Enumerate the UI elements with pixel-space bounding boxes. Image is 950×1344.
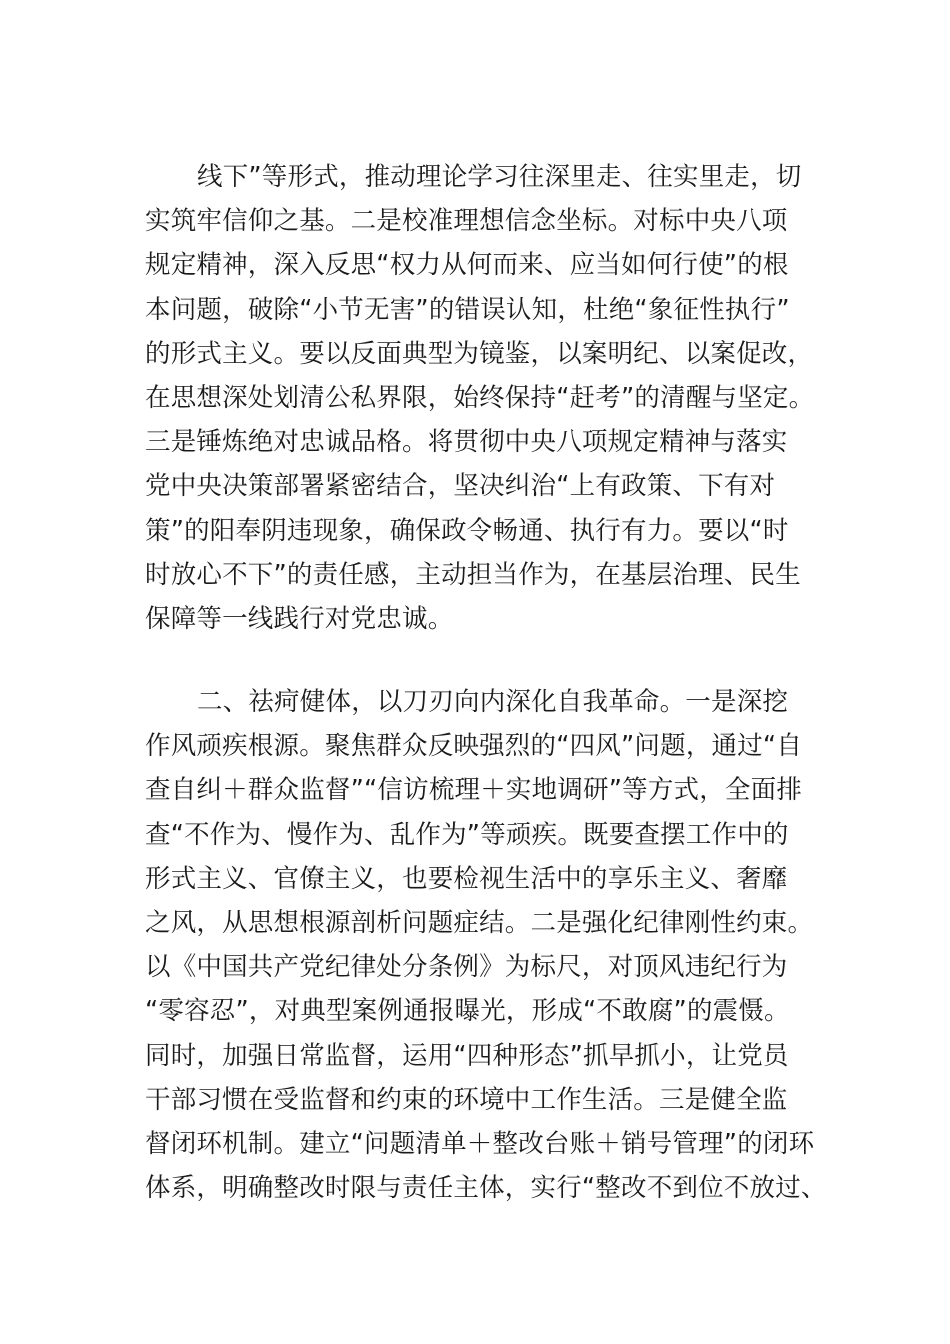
text-line: 同时，加强日常监督，运用“四种形态”抓早抓小，让党员 <box>145 1040 789 1071</box>
paragraph-self-revolution <box>145 680 827 1210</box>
text-line: 督闭环机制。建立“问题清单＋整改台账＋销号管理”的闭环 <box>145 1128 815 1159</box>
text-line: 的形式主义。要以反面典型为镜鉴，以案明纪、以案促改， <box>145 338 814 369</box>
text-line: 在思想深处划清公私界限，始终保持“赶考”的清醒与坚定。 <box>145 382 815 413</box>
text-line: 以《中国共产党纪律处分条例》为标尺，对顶风违纪行为 <box>145 952 788 983</box>
text-line: 时放心不下”的责任感，主动担当作为，在基层治理、民生 <box>145 559 801 590</box>
text-line: 查“不作为、慢作为、乱作为”等顽疾。既要查摆工作中的 <box>145 819 789 850</box>
text-line: 作风顽疾根源。聚焦群众反映强烈的“四风”问题，通过“自 <box>145 731 803 762</box>
text-line: 保障等一线践行对党忠诚。 <box>145 603 454 634</box>
text-line: 三是锤炼绝对忠诚品格。将贯彻中央八项规定精神与落实 <box>145 427 788 458</box>
text-line: 查自纠＋群众监督”“信访梳理＋实地调研”等方式，全面排 <box>145 775 803 806</box>
text-line: 线下”等形式，推动理论学习往深里走、往实里走，切 <box>197 162 802 192</box>
paragraph-theory-study <box>145 155 815 641</box>
text-line: 体系，明确整改时限与责任主体，实行“整改不到位不放过、 <box>145 1173 827 1204</box>
text-line: 形式主义、官僚主义，也要检视生活中的享乐主义、奢靡 <box>145 863 788 894</box>
text-line: 实筑牢信仰之基。二是校准理想信念坐标。对标中央八项 <box>145 206 788 237</box>
text-line: 之风，从思想根源剖析问题症结。二是强化纪律刚性约束。 <box>145 907 814 938</box>
text-line: “零容忍”，对典型案例通报曝光，形成“不敢腐”的震慑。 <box>145 996 790 1027</box>
section-heading-line: 二、祛疴健体，以刀刃向内深化自我革命。一是深挖 <box>197 687 789 717</box>
text-line: 党中央决策部署紧密结合，坚决纠治“上有政策、下有对 <box>145 471 776 502</box>
text-line: 本问题，破除“小节无害”的错误认知，杜绝“象征性执行” <box>145 294 790 325</box>
text-line: 干部习惯在受监督和约束的环境中工作生活。三是健全监 <box>145 1084 788 1115</box>
text-line: 规定精神，深入反思“权力从何而来、应当如何行使”的根 <box>145 250 789 281</box>
text-line: 策”的阳奉阴违现象，确保政令畅通、执行有力。要以“时 <box>145 515 789 546</box>
